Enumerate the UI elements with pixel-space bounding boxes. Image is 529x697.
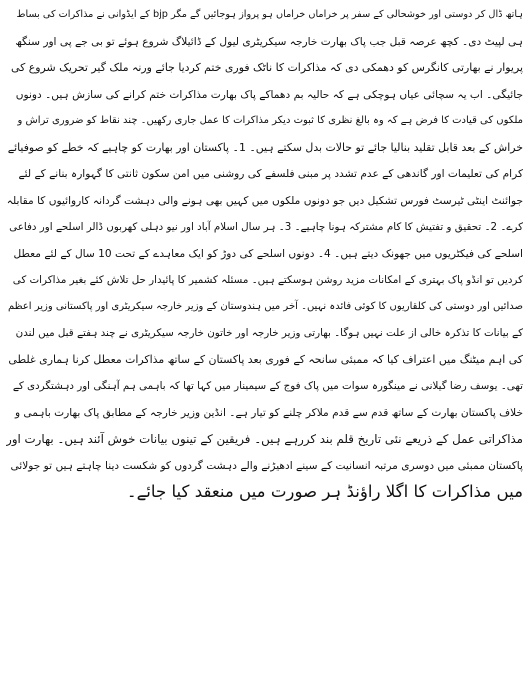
article-line: پریوار نے بھارتی کانگرس کو دھمکی دی کہ مذاکرات کا ناٹک فوری ختم کردیا جائے ورنہ ملک گیر تحریک شروع کی bbox=[11, 61, 523, 74]
article-line: میں مذاکرات کا اگلا راؤنڈ ہر صورت میں منعقد کیا جائے۔ bbox=[126, 482, 523, 501]
article-line: پاکستان ممبئی میں دوسری مرتبہ انسانیت کے سینے ادھیڑنے والے دہشت گردوں کو شکست دینا چاہتے ہیں تو جولائی bbox=[10, 459, 523, 472]
article-line: تھی۔ یوسف رضا گیلانی نے مینگورہ سوات میں پاک فوج کے سیمینار میں کہا تھا کہ باہمی ہم آہنگی اور دہشتگردی کے bbox=[12, 380, 523, 392]
article-line: خلاف پاکستان بھارت کے ساتھ قدم سے قدم ملاکر چلنے کو تیار ہے۔ انڈین وزیر خارجہ کے مطابق پاک بھارت باہمی و bbox=[14, 406, 523, 419]
article-line: ہاتھ ڈال کر دوستی اور خوشحالی کے سفر پر خراماں خراماں ہو پرواز ہوجائیں گے مگر bjp کے ایڈوانی نے مذاکرات کی بساط bbox=[16, 9, 523, 20]
article-line: کردیں تو انڈو پاک بہتری کے امکانات مزید روشن ہوسکتے ہیں۔ مسئلہ کشمیر کا پائیدار حل تلاش کئے بغیر مذاکرات کی bbox=[12, 274, 523, 286]
article-line: کرے۔ 2۔ تحقیق و تفتیش کا کام مشترکہ ہونا چاہیے۔ 3۔ ہر سال اسلام آباد اور نیو دہلی کھربوں ڈالر اسلحے اور دفاعی bbox=[9, 221, 523, 233]
article-line: صدائیں اور دوستی کی کلقاریوں کا کوئی فائدہ نہیں۔ آخر میں ہندوستان کے وزیر خارجہ سیکریٹری اور پاکستانی وزیر اعظم bbox=[7, 300, 523, 312]
article-line: مذاکراتی عمل کے ذریعے نئی تاریخ قلم بند کررہے ہیں۔ فریقین کے تینوں بیانات خوش آئند ہیں۔ بھارت اور bbox=[6, 432, 523, 446]
article-line: ہی لپیٹ دی۔ کچھ عرصہ قبل جب پاک بھارت خارجہ سیکریٹری لیول کے ڈائیلاگ شروع ہوئے تو بی جے پی اور سنگھ bbox=[15, 35, 523, 48]
article-line: کے بیانات کا تذکرہ خالی از علت نہیں ہوگا۔ بھارتی وزیر خارجہ اور خاتون خارجہ سیکریٹری نے چند ہفتے قبل میں لندن bbox=[15, 327, 523, 339]
article-line: اسلحے کی فیکٹریوں میں جھونک دیتے ہیں۔ 4۔ دونوں اسلحے کی دوڑ کو ایک معاہدے کے تحت 10 سال کے لئے معطل bbox=[13, 247, 523, 260]
article-line: جائیگی۔ اب یہ سچائی عیاں ہوچکی ہے کہ حالیہ بم دھماکے پاک بھارت مذاکرات ختم کرانے کی سازش ہیں۔ دونوں bbox=[15, 88, 523, 101]
article-line: جوائنٹ اینٹی ٹیرسٹ فورس تشکیل دیں جو دونوں ملکوں میں کہیں بھی ہونے والی دہشت گردانہ کاروائیوں کا مقابلہ bbox=[6, 194, 523, 207]
urdu-article-body bbox=[6, 2, 523, 506]
article-line: ملکوں کی قیادت کا فرض ہے کہ وہ بالغ نظری کا ثبوت دیکر مذاکرات کا عمل جاری رکھیں۔ چند نقاط کو ضروری تراش و bbox=[17, 115, 523, 126]
article-line: کی اہم میٹنگ میں اعتراف کیا کہ ممبئی سانحہ کے فوری بعد پاکستان کے ساتھ مذاکرات معطل کرنا ہماری غلطی bbox=[8, 352, 523, 366]
article-line: کرام کی تعلیمات اور گاندھی کے عدم تشدد پر مبنی فلسفے کی روشنی میں امن سکون ثانتی کا گہوارہ بنانے کے لئے bbox=[18, 168, 523, 180]
article-line: خراش کے بعد قابل تقلید بنالیا جائے تو حالات بدل سکتے ہیں۔ 1۔ پاکستان اور بھارت کو چاہیے کہ خطے کو صوفیائے bbox=[7, 140, 523, 154]
